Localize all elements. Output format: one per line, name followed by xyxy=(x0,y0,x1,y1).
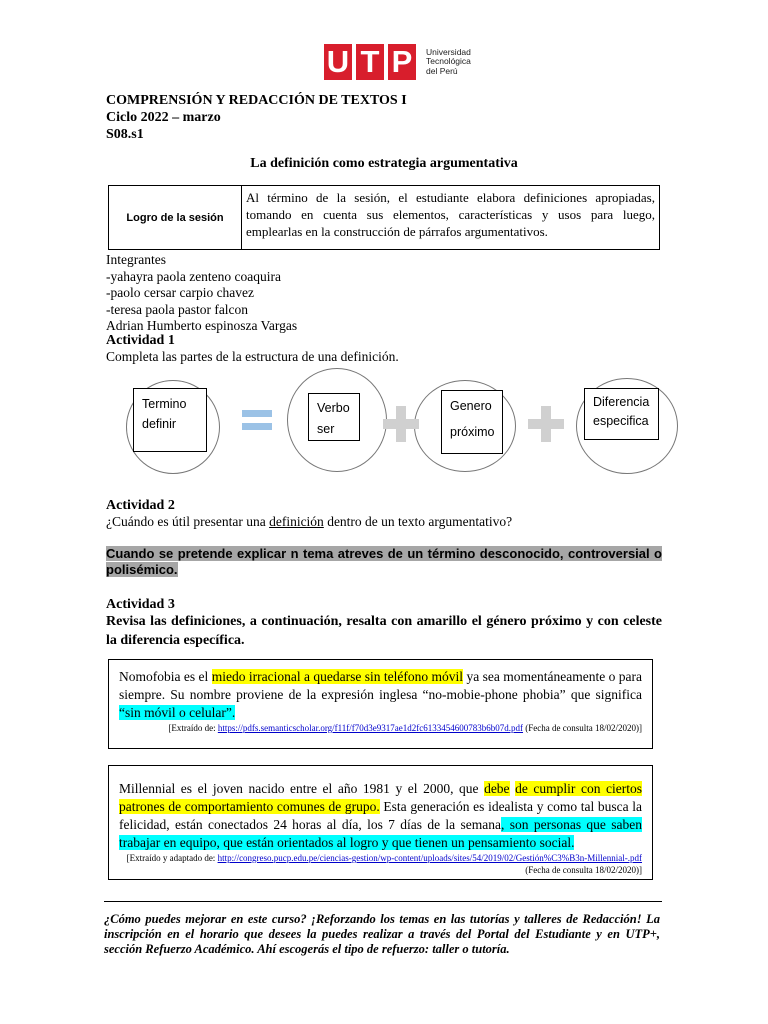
members-heading: Integrantes xyxy=(106,252,166,267)
equals-icon xyxy=(242,410,272,430)
definition-diagram xyxy=(112,368,672,480)
objective-label: Logro de la sesión xyxy=(109,186,242,250)
nomofobia-text: Nomofobia es el miedo irracional a quedarse sin teléfono móvil ya sea momentáneamente o para siempre. Su nombre proviene de la expresión inglesa “no-mobie-phone phobia” que significa “sin móvil o celular”. xyxy=(119,669,643,720)
definition-box-millennial xyxy=(108,765,653,880)
activity2-heading: Actividad 2 xyxy=(106,498,175,513)
activity3-instruction: Revisa las definiciones, a continuación, resalta con amarillo el género próximo y con celeste la diferencia específica. xyxy=(106,614,662,648)
logo-letter-t: T xyxy=(356,44,384,80)
citation: [Extraído y adaptado de: http://congreso.pucp.edu.pe/ciencias-gestion/wp-content/uploads/sites/54/2019/02/Gestión%C3%B3n-Millennial-.pdf (Fecha de consulta 18/02/2020)] xyxy=(126,853,642,875)
citation: [Extraído de: https://pdfs.semanticscholar.org/f11f/f70d3e9317ae1d2fc6133454600783b6b07d.pdf (Fecha de consulta 18/02/2020)] xyxy=(168,723,642,733)
objective-table xyxy=(108,185,660,250)
activity3-heading: Actividad 3 xyxy=(106,597,175,612)
genus-box: Genero próximo xyxy=(441,390,503,454)
activity1-heading: Actividad 1 xyxy=(106,333,175,348)
difference-box: Diferencia especifica xyxy=(584,388,659,440)
activity1-instruction: Completa las partes de la estructura de una definición. xyxy=(106,349,399,364)
genus-highlight: debe xyxy=(484,781,510,796)
logo-letter-p: P xyxy=(388,44,416,80)
activity2-answer: Cuando se pretende explicar n tema atreves de un término desconocido, controversial o polisémico. xyxy=(106,546,662,577)
definition-link[interactable]: definición xyxy=(269,514,324,529)
member-name: -yahayra paola zenteno coaquira xyxy=(106,268,282,284)
millennial-text: Millennial es el joven nacido entre el año 1981 y el 2000, que debe de cumplir con ciertos patrones de comportamiento comunes de grupo. Esta generación es idealista y como tal busca la felicidad, están conectados 24 horas al día, los 7 días de la semana, son personas que saben trabajar en equipo, que están orientados al logro y que tienen un pensamiento social. xyxy=(119,781,642,850)
member-name: Adrian Humberto espinosza Vargas xyxy=(106,318,298,334)
university-name: Universidad Tecnológica del Perú xyxy=(426,46,471,76)
plus-icon xyxy=(383,406,419,442)
difference-highlight: , son personas que saben trabajar en equipo, que están orientados al logro y que tienen un pensamiento social. xyxy=(119,817,642,850)
verb-box: Verbo ser xyxy=(308,393,360,441)
difference-highlight: “sin móvil o celular”. xyxy=(119,705,236,720)
activity2-question: ¿Cuándo es útil presentar una definición dentro de un texto argumentativo? xyxy=(106,514,513,529)
course-cycle: Ciclo 2022 – marzo xyxy=(106,110,221,125)
citation-link[interactable]: http://congreso.pucp.edu.pe/ciencias-gestion/wp-content/uploads/sites/54/2019/02/Gestión%C3%B3n-Millennial-.pdf xyxy=(217,853,642,863)
course-session: S08.s1 xyxy=(106,127,144,142)
member-name: -teresa paola pastor falcon xyxy=(106,301,249,317)
footer-divider xyxy=(104,901,662,902)
member-name: -paolo cersar carpio chavez xyxy=(106,285,255,301)
plus-icon xyxy=(528,406,564,442)
members-list xyxy=(106,252,297,335)
objective-text: Al término de la sesión, el estudiante elabora definiciones apropiadas, tomando en cuenta sus elementos, características y usos para luego, emplearlas en la construcción de párrafos argumentativos. xyxy=(242,186,660,250)
page-title: La definición como estrategia argumentativa xyxy=(250,156,518,171)
term-box: Termino definir xyxy=(133,388,207,452)
genus-highlight: miedo irracional a quedarse sin teléfono móvil xyxy=(211,669,464,684)
definition-box-nomofobia xyxy=(108,659,653,749)
course-header xyxy=(106,92,407,143)
utp-logo xyxy=(324,44,471,80)
citation-link[interactable]: https://pdfs.semanticscholar.org/f11f/f70d3e9317ae1d2fc6133454600783b6b07d.pdf xyxy=(217,723,524,733)
logo-letter-u: U xyxy=(324,44,352,80)
footer-note: ¿Cómo puedes mejorar en este curso? ¡Reforzando los temas en las tutorías y talleres de Redacción! La inscripción en el horario que desees la puedes realizar a través del Portal del Estudiante y en UTP+, sección Refuerzo Académico. Ahí escogerás el tipo de refuerzo: taller o tutoría. xyxy=(104,912,660,956)
course-name: COMPRENSIÓN Y REDACCIÓN DE TEXTOS I xyxy=(106,93,407,108)
genus-highlight: de cumplir con ciertos patrones de comportamiento comunes de grupo. xyxy=(119,781,642,814)
